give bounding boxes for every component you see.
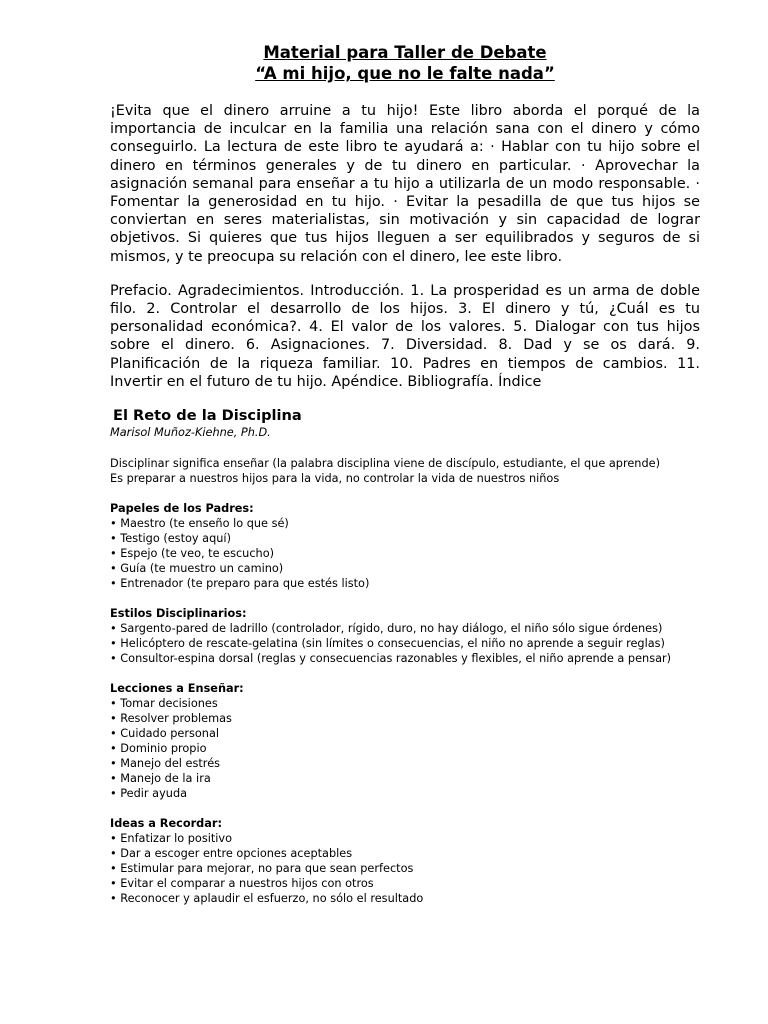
bullet-marker: • — [110, 712, 117, 726]
list-item-text: Consultor-espina dorsal (reglas y consecuencias razonables y flexibles, el niño aprende a pensar) — [120, 652, 672, 666]
bullet-marker: • — [110, 622, 117, 636]
bullet-marker: • — [110, 892, 117, 906]
list-item — [110, 726, 700, 741]
list-item-text: Cuidado personal — [120, 727, 220, 741]
group-heading-lecciones: Lecciones a Enseñar: — [110, 682, 244, 696]
bullet-marker: • — [110, 697, 117, 711]
bullet-list-papeles — [110, 516, 700, 591]
list-item — [110, 846, 700, 861]
list-item — [110, 876, 700, 891]
definition-line-2: Es preparar a nuestros hijos para la vida, no controlar la vida de nuestros niños — [110, 472, 560, 486]
bullet-marker: • — [110, 742, 117, 756]
list-item — [110, 576, 700, 591]
bullet-marker: • — [110, 727, 117, 741]
group-estilos — [110, 606, 700, 666]
group-heading-papeles: Papeles de los Padres: — [110, 502, 254, 516]
bullet-marker: • — [110, 862, 117, 876]
group-papeles — [110, 501, 700, 591]
list-item-text: Estimular para mejorar, no para que sean perfectos — [120, 862, 414, 876]
intro-paragraph-1: ¡Evita que el dinero arruine a tu hijo! Este libro aborda el porqué de la importancia de inculcar en la familia una relación sana con el dinero y cómo conseguirlo. La lectura de este libro te ayudará a: · Hablar con tu hijo sobre el dinero en términos generales y de tu dinero en particular. · Aprovechar la asignación semanal para enseñar a tu hijo a utilizarla de un modo responsable. · Fomentar la generosidad en tu hijo. · Evitar la pesadilla de que tus hijos se conviertan en seres materialistas, sin motivación y sin capacidad de lograr objetivos. Si quieres que tus hijos lleguen a ser equilibrados y seguros de si mismos, y te preocupa su relación con el dinero, lee este libro. — [110, 103, 700, 265]
title-line-1: Material para Taller de Debate — [263, 43, 547, 62]
list-item — [110, 546, 700, 561]
list-item-text: Testigo (estoy aquí) — [120, 532, 231, 546]
title-line-2: “A mi hijo, que no le falte nada” — [255, 64, 555, 83]
list-item — [110, 756, 700, 771]
list-item — [110, 771, 700, 786]
bullet-marker: • — [110, 532, 117, 546]
intro-paragraph-2: Prefacio. Agradecimientos. Introducción. 1. La prosperidad es un arma de doble filo. 2. Controlar el desarrollo de los hijos. 3. El dinero y tú, ¿Cuál es tu personalidad económica?. 4. El valor de los valores. 5. Dialogar con tus hijos sobre el dinero. 6. Asignaciones. 7. Diversidad. 8. Dad y se os dará. 9. Planificación de la riqueza familiar. 10. Padres en tiempos de cambios. 11. Invertir en el futuro de tu hijo. Apéndice. Bibliografía. Índice — [110, 282, 700, 390]
list-item-text: Helicóptero de rescate-gelatina (sin límites o consecuencias, el niño no aprende a seguir reglas) — [120, 637, 665, 651]
list-item-text: Entrenador (te preparo para que estés listo) — [120, 577, 370, 591]
bullet-marker: • — [110, 757, 117, 771]
list-item-text: Dominio propio — [120, 742, 207, 756]
list-item — [110, 636, 700, 651]
bullet-marker: • — [110, 652, 117, 666]
section-author: Marisol Muñoz-Kiehne, Ph.D. — [110, 426, 271, 440]
list-item — [110, 561, 700, 576]
document-title — [110, 42, 700, 84]
bullet-list-estilos — [110, 621, 700, 666]
list-item — [110, 861, 700, 876]
list-item-text: Sargento-pared de ladrillo (controlador, rígido, duro, no hay diálogo, el niño sólo sigue órdenes) — [120, 622, 663, 636]
list-item — [110, 711, 700, 726]
list-item-text: Espejo (te veo, te escucho) — [120, 547, 275, 561]
list-item — [110, 696, 700, 711]
list-item-text: Tomar decisiones — [120, 697, 218, 711]
bullet-marker: • — [110, 637, 117, 651]
list-item-text: Pedir ayuda — [120, 787, 188, 801]
list-item-text: Manejo del estrés — [120, 757, 221, 771]
bullet-list-lecciones — [110, 696, 700, 801]
group-heading-ideas: Ideas a Recordar: — [110, 817, 222, 831]
bullet-marker: • — [110, 772, 117, 786]
list-item-text: Reconocer y aplaudir el esfuerzo, no sólo el resultado — [120, 892, 424, 906]
bullet-marker: • — [110, 562, 117, 576]
list-item-text: Enfatizar lo positivo — [120, 832, 233, 846]
bullet-marker: • — [110, 547, 117, 561]
list-item — [110, 651, 700, 666]
list-item — [110, 741, 700, 756]
bullet-marker: • — [110, 832, 117, 846]
list-item — [110, 891, 700, 906]
list-item — [110, 621, 700, 636]
group-lecciones — [110, 681, 700, 801]
list-item-text: Resolver problemas — [120, 712, 232, 726]
bullet-marker: • — [110, 517, 117, 531]
bullet-marker: • — [110, 877, 117, 891]
bullet-list-ideas — [110, 831, 700, 906]
list-item — [110, 516, 700, 531]
bullet-marker: • — [110, 847, 117, 861]
list-item — [110, 786, 700, 801]
list-item — [110, 531, 700, 546]
list-item — [110, 831, 700, 846]
list-item-text: Manejo de la ira — [120, 772, 211, 786]
document-page — [110, 42, 700, 906]
bullet-marker: • — [110, 577, 117, 591]
section-title: El Reto de la Disciplina — [113, 407, 302, 425]
list-item-text: Evitar el comparar a nuestros hijos con otros — [120, 877, 374, 891]
bullet-marker: • — [110, 787, 117, 801]
definition-line-1: Disciplinar significa enseñar (la palabra disciplina viene de discípulo, estudiante, el que aprende) — [110, 457, 661, 471]
group-ideas — [110, 816, 700, 906]
list-item-text: Dar a escoger entre opciones aceptables — [120, 847, 353, 861]
group-heading-estilos: Estilos Disciplinarios: — [110, 607, 247, 621]
list-item-text: Maestro (te enseño lo que sé) — [120, 517, 289, 531]
list-item-text: Guía (te muestro un camino) — [120, 562, 284, 576]
